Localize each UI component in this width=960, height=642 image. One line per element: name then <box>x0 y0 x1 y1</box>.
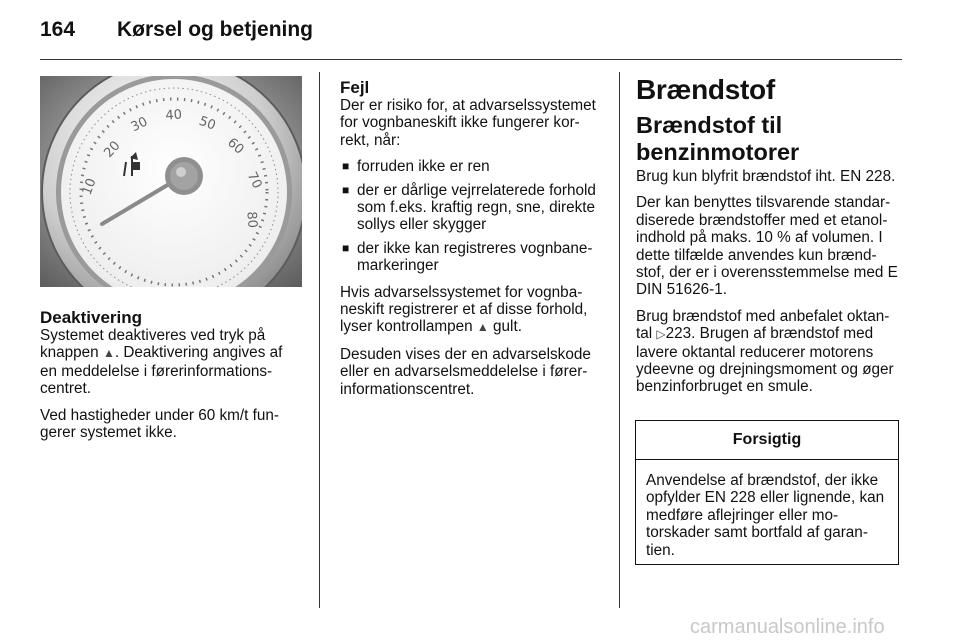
column-left <box>40 308 302 450</box>
list-item: ■ forruden ikke er ren <box>342 158 490 176</box>
gauge-label-80: 80 <box>243 210 260 229</box>
paragraph: Systemet deaktiveres ved tryk på knappen ▲. Deaktivering angives af en meddelelse i førerinformations-centret. <box>40 327 283 398</box>
list-item: ■ der er dårlige vejrrelaterede forhold som f.eks. kraftig regn, sne, direkte sollys eller skygger <box>342 181 596 234</box>
paragraph: Der er risiko for, at advarselssystemet for vognbaneskift ikke fungerer kor-rekt, når: <box>340 97 596 149</box>
watermark-url: carmanualsonline.info <box>690 616 885 638</box>
lane-warning-icon: ▲ <box>102 346 115 361</box>
condition-list <box>340 158 605 274</box>
paragraph: Brug kun blyfrit brændstof iht. EN 228. <box>636 168 896 185</box>
gauge-label-20: 20 <box>101 138 124 161</box>
section-heading-fejl: Fejl <box>340 78 370 97</box>
gauge-label-60: 60 <box>224 135 247 158</box>
page-reference[interactable]: 223 <box>665 325 692 343</box>
column-divider-2 <box>619 72 620 608</box>
lane-warning-icon: ▲ <box>476 320 489 335</box>
column-divider-1 <box>319 72 320 608</box>
paragraph: Brug brændstof med anbefalet oktan-tal ▷223. Brugen af brændstof med lavere oktantal reducerer motorens ydeevne og drejningsmoment og øger benzinforbruget en smule. <box>636 307 894 396</box>
page-reference-icon: ▷ <box>656 327 666 342</box>
section-heading-deaktivering: Deaktivering <box>40 308 143 327</box>
gauge-label-30: 30 <box>128 114 151 136</box>
column-right <box>636 74 902 405</box>
caution-box <box>635 420 899 565</box>
caution-text: Anvendelse af brændstof, der ikke opfylder EN 228 eller lignende, kan medføre aflejringer eller mo-torskader samt bortfald af garan-tien. <box>646 472 885 559</box>
subsection-heading: Brændstof til benzinmotorer <box>636 112 800 165</box>
paragraph: Hvis advarselssystemet for vognba-neskift registrerer et af disse forhold, lyser kontrollampen ▲ gult. <box>340 283 588 336</box>
gauge-label-10: 10 <box>79 176 100 198</box>
paragraph: Ved hastigheder under 60 km/t fun-gerer systemet ikke. <box>40 406 279 442</box>
paragraph: Der kan benyttes tilsvarende standar-diserede brændstoffer med et etanol-indhold på maks. 10 % af volumen. I dette tilfælde anvendes kun brænd-stof, der er i overensstemmelse med E DIN 51626-1. <box>636 194 898 299</box>
page-number: 164 <box>40 18 76 41</box>
speedometer-image <box>40 76 302 287</box>
gauge-label-40: 40 <box>164 107 183 124</box>
gauge-label-50: 50 <box>196 113 218 134</box>
gauge-label-70: 70 <box>243 169 265 192</box>
caution-title: Forsigtig <box>636 421 898 460</box>
column-middle <box>340 78 605 407</box>
page-header-title: Kørsel og betjening <box>117 18 314 41</box>
header-rule <box>40 59 902 60</box>
list-item: ■ der ikke kan registreres vognbane-markeringer <box>342 239 593 275</box>
section-heading-braendstof: Brændstof <box>636 74 775 105</box>
paragraph: Desuden vises der en advarselskode eller en advarselsmeddelelse i fører-informationscentret. <box>340 345 591 398</box>
